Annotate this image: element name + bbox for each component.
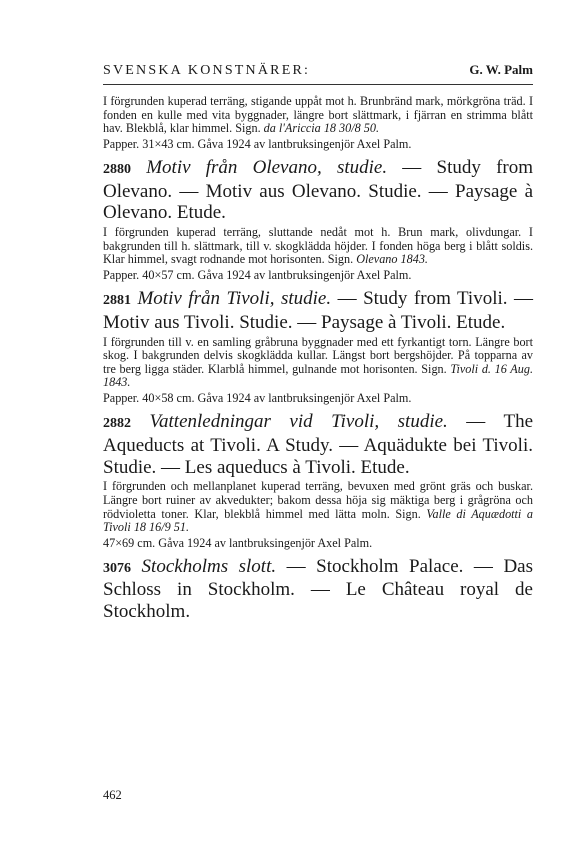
entry-title: Vattenledningar vid Tivoli, studie. (149, 410, 448, 432)
entry-translations: — Study from Olevano. — Motiv aus Olevano. Studie. — Paysage à Olevano. Etude. (103, 156, 534, 224)
header-artist-name: G. W. Palm (469, 62, 533, 77)
entry-heading (103, 411, 533, 478)
page-number: 462 (103, 788, 122, 802)
entry-signature: Valle di Aquædotti a Tivoli 18 16/9 51. (103, 506, 534, 535)
catalog-entry-3076 (103, 556, 533, 623)
intro-signature: da l'Ariccia 18 30/8 50. (263, 121, 380, 136)
running-header (103, 62, 533, 85)
entry-number: 3076 (103, 560, 131, 576)
entry-note: Papper. 40×58 cm. Gåva 1924 av lantbruksingenjör Axel Palm. (103, 390, 412, 405)
entry-title: Motiv från Tivoli, studie. (137, 287, 332, 309)
entry-signature: Olevano 1843. (356, 252, 428, 267)
entry-title: Motiv från Olevano, studie. (146, 156, 388, 178)
entry-title: Stockholms slott. (141, 555, 277, 577)
entry-desc-text: I förgrunden och mellanplanet kuperad terräng, bevuxen med grönt gräs och buskar. Längre bort ruiner av akvedukter; bakom dessa höja sig mäktiga berg i grågröna och rödvioletta toner. Klar, blekblå himmel med lätta moln. Sign. (103, 479, 533, 521)
page (103, 62, 533, 625)
entry-number: 2880 (103, 161, 131, 177)
entry-note: Papper. 40×57 cm. Gåva 1924 av lantbruksingenjör Axel Palm. (103, 267, 412, 282)
entry-heading (103, 556, 533, 623)
entry-number: 2882 (103, 415, 131, 431)
entry-heading (103, 157, 533, 224)
intro-description (103, 95, 533, 136)
entry-desc-text: I förgrunden kuperad terräng, sluttande nedåt mot h. Brun mark, olivdungar. I bakgrunden till h. slättmark, till v. skogklädda höjder. I fonden höga berg i blått soldis. Klar himmel, svagt rodnande mot horisonten. Sign. (103, 225, 533, 267)
entry-number: 2881 (103, 292, 131, 308)
entry-description (103, 336, 533, 390)
catalog-entry-2882 (103, 411, 533, 550)
catalog-entry-2880 (103, 157, 533, 282)
entry-heading (103, 288, 533, 334)
entry-signature: Tivoli d. 16 Aug. 1843. (103, 361, 533, 390)
header-section-title: SVENSKA KONSTNÄRER: (103, 63, 311, 78)
entry-desc-text: I förgrunden till v. en samling gråbruna byggnader med ett fyrkantigt torn. Längre bort skog. I bakgrunden delvis skogklädda kullar. Längst bort bergshöjder. På topparna av tre berg ligga städer. Klarblå himmel, gulnande mot horisonten. Sign. (103, 334, 533, 376)
entry-translations: — Stockholm Palace. — Das Schloss in Stockholm. — Le Château royal de Stockholm. (103, 555, 534, 623)
intro-note: Papper. 31×43 cm. Gåva 1924 av lantbruksingenjör Axel Palm. (103, 136, 412, 151)
catalog-entry-2881 (103, 288, 533, 405)
entry-description (103, 480, 533, 534)
intro-desc-text: I förgrunden kuperad terräng, stigande uppåt mot h. Brunbränd mark, mörkgröna träd. I fonden en kulle med vita byggnader, längre bort slättmark, i fjärran en strimma blått hav. Blekblå, klar himmel. Sign. (103, 94, 533, 136)
entry-translations: — Study from Tivoli. — Motiv aus Tivoli. Studie. — Paysage à Tivoli. Etude. (103, 287, 533, 333)
entry-description (103, 226, 533, 267)
entry-translations: — The Aqueducts at Tivoli. A Study. — Aquädukte bei Tivoli. Studie. — Les aqueducs à Tivoli. Etude. (103, 410, 534, 478)
entry-note: 47×69 cm. Gåva 1924 av lantbruksingenjör Axel Palm. (103, 535, 373, 550)
